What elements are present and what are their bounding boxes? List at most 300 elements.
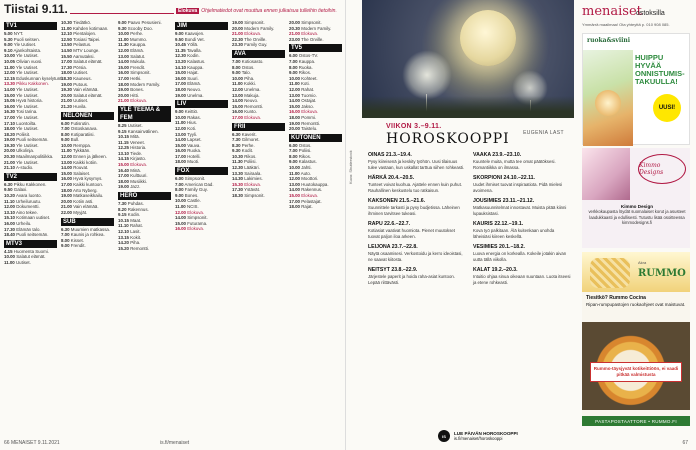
program-time: 13.00 — [61, 159, 72, 165]
program-title: Yle Uutiset. — [16, 92, 39, 98]
program-title: The Orville. — [301, 36, 324, 42]
ad-sticker: Rummo-täysjyvät kotikeittiöön, ei vaadi pitkää valmistusta — [590, 362, 682, 382]
program-time: 6.30 — [61, 226, 70, 232]
program-time: 13.00 — [232, 92, 243, 98]
program-title: Frendit. — [130, 64, 146, 70]
program-title: Bones. — [130, 87, 144, 93]
program-title: Kirjasto. — [130, 156, 147, 162]
program-title: Mummo. — [129, 36, 148, 42]
program-title: Rahat. — [301, 86, 315, 92]
program-time: 14.00 — [289, 98, 300, 104]
signs-column-left — [368, 152, 467, 426]
program-title: Myyjät. — [73, 210, 88, 215]
author: EUGENIA LAST — [523, 130, 564, 136]
grass — [362, 96, 574, 118]
program-title: Family Guy. — [184, 187, 208, 193]
horoscope-sign — [473, 267, 572, 285]
program-time: 8.20 — [118, 206, 127, 212]
program-title: Kohteet. — [301, 75, 318, 81]
program-listing — [289, 37, 342, 43]
program-time: 15.00 — [175, 220, 186, 226]
program-title: Huvila. — [73, 103, 87, 109]
program-title: Neuvo. — [187, 86, 202, 92]
program-title: Huutokauppa. — [301, 181, 329, 187]
horoscope-signs — [368, 152, 572, 426]
program-time: 10.00 — [175, 198, 186, 204]
program-title: Pommi. — [301, 114, 317, 120]
program-title: Olivian vuosi. — [16, 58, 43, 64]
program-time: 11.00 — [232, 81, 243, 87]
program-title: Galaxi. — [13, 187, 28, 193]
program-title: Kulttuuri. — [130, 173, 148, 179]
program-title: Elokuva. — [244, 31, 262, 37]
program-title: Pelastus. — [73, 42, 92, 48]
program-title: MTV Lounge. — [73, 47, 100, 53]
program-title: Avara luonto. — [15, 193, 42, 199]
program-time: 10.00 — [4, 254, 15, 260]
program-time: 6.00 — [289, 53, 298, 59]
program-title: Lääkäri. — [244, 165, 260, 171]
sign-text: Luova energia on korkealla. Kokeile jotakin aivan uutta tällä viikolla. — [473, 251, 567, 262]
program-time: 11.00 — [118, 36, 129, 42]
program-title: Elokuva. — [301, 31, 319, 37]
ad-headline-bold: Tiesitkö? Rummo Cocina — [586, 295, 646, 301]
horoscope-cta[interactable] — [438, 430, 518, 442]
movie-legend-pill: Elokuva — [178, 8, 198, 14]
sign-name: RAPU 22.6.–22.7. — [368, 221, 411, 227]
program-time: 11.00 — [61, 25, 72, 31]
program-title: Makuja. — [244, 92, 260, 98]
program-time: 16.00 — [175, 226, 186, 232]
program-time: 11.15 — [118, 139, 129, 145]
ad-logo: ruoka&sviini — [587, 37, 631, 44]
program-title: Tykkään. — [72, 148, 91, 154]
program-title: Huomenta Suomi. — [13, 248, 49, 254]
program-time: 9.00 — [289, 159, 298, 165]
program-time: 17.00 — [61, 182, 72, 188]
sign-name: LEIJONA 23.7.–22.8. — [368, 244, 418, 250]
program-title: Tyyli. — [187, 131, 198, 137]
program-time: 21.00 — [289, 31, 300, 37]
program-title: Futurama. — [187, 220, 208, 226]
program-title: Uutiset. — [15, 259, 31, 265]
program-time: 20.00 — [61, 92, 72, 98]
program-time: 9.30 — [232, 148, 241, 154]
ad-card-rummo[interactable] — [582, 252, 690, 426]
channel-header: NELONEN — [61, 112, 114, 120]
program-title: Kotiin asti. — [73, 198, 94, 204]
program-listing — [118, 246, 171, 252]
program-time: 16.40 — [118, 167, 129, 173]
sign-text: Suunnittele tarkasti ja pysy budjetissa. Läheinen ihminen tarvitsee tukeasi. — [368, 205, 460, 216]
program-time: 14.20 — [118, 240, 129, 246]
program-time: 10.00 — [4, 53, 15, 59]
program-title: Poliisi. — [243, 159, 257, 165]
program-time: 11.30 — [118, 42, 129, 48]
program-time: 17.00 — [289, 198, 300, 204]
channel-header: JIM — [175, 22, 228, 30]
program-time: 9.00 — [175, 192, 184, 198]
program-time: 12.15 — [4, 75, 15, 81]
program-time: 18.30 — [232, 193, 243, 199]
sign-name: SKORPIONI 24.10.–22.11. — [473, 175, 535, 181]
program-time: 15.00 — [4, 92, 15, 98]
channel-header: KUTONEN — [289, 134, 342, 142]
program-title: Arto Nyberg. — [72, 187, 98, 193]
program-title: Ystävät. — [244, 187, 261, 193]
sign-text: Intuitio ohjaa sinua oikeaan suuntaan. Luota itseesi ja etene rohkeasti. — [473, 274, 571, 285]
program-time: 18.00 — [4, 126, 15, 132]
program-title: Pelastajat. — [301, 198, 322, 204]
program-title: Remontti. — [244, 103, 264, 109]
program-time: 20.00 — [4, 148, 15, 154]
program-title: Kisset. — [70, 237, 84, 243]
program-title: Elokuva. — [301, 193, 319, 199]
program-title: Ostos. — [241, 64, 255, 70]
program-time: 14.00 — [118, 59, 129, 65]
program-time: 8.00 — [175, 187, 184, 193]
program-time: 14.00 — [175, 137, 186, 143]
program-title: Kodit. — [241, 148, 254, 154]
program-time: 18.00 — [61, 187, 72, 193]
program-title: Keittiö. — [184, 109, 199, 115]
program-time: 11.10 — [4, 198, 15, 204]
program-time: 11.00 — [175, 204, 186, 210]
channel-header: TV2 — [4, 173, 57, 181]
program-title: Suuri. — [187, 75, 199, 81]
program-time: 10.00 — [289, 165, 300, 171]
program-time: 16.00 — [232, 109, 243, 115]
program-listing — [61, 243, 114, 249]
program-listing — [4, 232, 57, 238]
program-time: 12.30 — [232, 165, 243, 171]
program-title: Rakennus. — [301, 187, 323, 193]
program-title: Tavalla. — [186, 47, 202, 53]
tv-column — [61, 20, 114, 430]
program-title: Bull. — [70, 137, 80, 143]
program-title: Salatut elämät. — [73, 92, 103, 98]
program-title: Dokumentti. — [16, 204, 40, 210]
program-title: Hetki. — [130, 75, 142, 81]
program-title: Kaikki kotiin. — [73, 159, 98, 165]
program-time: 10.20 — [4, 193, 15, 199]
program-title: Castle. — [187, 198, 201, 204]
program-title: Yöllä. — [187, 42, 199, 48]
program-time: 19.00 — [232, 20, 243, 25]
program-time: 15.30 — [232, 181, 243, 187]
channel-header: FOX — [175, 167, 228, 175]
kimmo-logo: Kimmo Designs — [638, 154, 686, 184]
photo-credit: Kuva: Shutterstock — [348, 150, 353, 184]
sign-name: KAKSONEN 21.5.–21.6. — [368, 198, 426, 204]
program-title: Rakas. — [187, 114, 201, 120]
program-time: 6.00 — [61, 120, 70, 126]
program-title: Hitti. — [130, 92, 140, 98]
program-title: Muoti. — [187, 159, 200, 165]
shop-brand-sub: ostoksilla — [636, 10, 665, 17]
program-time: 10.05 — [4, 58, 15, 64]
program-title: Elokuva. — [130, 162, 148, 168]
program-title: The Orville. — [244, 36, 267, 42]
program-title: Pikku Kakkonen. — [16, 81, 49, 87]
sign-name: HÄRKÄ 20.4.–20.5. — [368, 175, 415, 181]
program-time: 17.00 — [118, 75, 129, 81]
ad-headline: HUIPPU HYVÄÄ ONNISTUMIS-TAKUULLA! — [635, 53, 685, 86]
program-time: 8.00 — [61, 237, 70, 243]
program-time: 9.15 — [118, 128, 127, 134]
program-time: 16.00 — [289, 109, 300, 115]
program-time: 13.00 — [289, 181, 300, 187]
program-time: 11.30 — [232, 159, 243, 165]
program-time: 18.00 — [175, 86, 186, 92]
program-time: 6.00 — [289, 142, 298, 148]
program-time: 15.00 — [118, 162, 129, 168]
program-time: 12.00 — [232, 86, 243, 92]
program-time: 18.20 — [4, 131, 15, 137]
program-time: 15.00 — [175, 70, 186, 76]
program-title: Yle Uutiset. — [16, 114, 39, 120]
program-title: Kaunis ja rohkea. — [70, 232, 105, 238]
program-time: 11.35 — [175, 47, 186, 53]
program-time: 17.00 — [175, 153, 186, 159]
program-time: 18.00 — [289, 204, 300, 210]
program-title: Mukula. — [130, 59, 146, 65]
program-time: 17.30 — [4, 226, 15, 232]
program-time: 18.40 — [4, 232, 15, 238]
program-title: Rouvat. — [73, 165, 89, 171]
program-time: 19.00 — [118, 184, 129, 190]
program-title: Moottori. — [301, 176, 319, 182]
program-title: Urheilu. — [16, 221, 32, 226]
food-photo — [583, 50, 633, 146]
program-time: 11.00 — [289, 81, 300, 87]
program-listing — [232, 115, 285, 121]
program-listing — [118, 184, 171, 190]
program-time: 19.00 — [175, 92, 186, 98]
program-title: Auto. — [300, 170, 311, 176]
program-time: 7.00 — [289, 58, 298, 64]
channel-header: SUB — [61, 218, 114, 226]
program-title: Elokuva. — [130, 98, 148, 104]
program-title: Kaikki kuntoon. — [73, 182, 104, 188]
program-title: Eduskunnan kyselytunti. — [16, 75, 64, 81]
program-time: 21.10 — [4, 165, 15, 171]
program-title: Ostajat. — [301, 98, 317, 104]
program-title: Neuvo. — [244, 98, 259, 104]
channel-header: HERO — [118, 192, 171, 200]
sign-text: Uudet ihmiset tuovat inspiraatiota. Pidä mielesi avoimena. — [473, 182, 563, 193]
program-title: Ostoskanava. — [70, 126, 98, 132]
program-title: Yle Uutiset. — [15, 64, 39, 70]
program-time: 20.00 — [118, 92, 129, 98]
sign-text: Järjestele paperit ja hoida raha-asiat kuntoon. Lepää riittävästi. — [368, 274, 455, 285]
program-time: 18.00 — [118, 178, 129, 184]
program-title: Musiikki. — [130, 178, 148, 184]
tv-column — [4, 20, 64, 430]
program-time: 16.00 — [118, 70, 129, 76]
program-time: 10.00 — [61, 142, 72, 148]
program-title: Family Guy. — [244, 42, 268, 48]
program-time: 8.00 — [232, 64, 241, 70]
program-time: 9.50 — [175, 36, 184, 42]
program-time: 16.00 — [61, 176, 72, 182]
program-time: 9.00 — [61, 243, 70, 249]
program-time: 10.30 — [232, 153, 243, 159]
program-title: Kauneus. — [73, 75, 92, 81]
horoscope-column — [346, 0, 574, 450]
program-title: Lasit. — [130, 229, 141, 234]
program-title: NCIS. — [186, 204, 199, 210]
program-title: Kodin. — [127, 212, 141, 218]
program-time: 12.10 — [61, 31, 72, 37]
ad-small-label: Akra — [638, 260, 647, 265]
program-listing — [232, 42, 285, 48]
program-time: 23.00 — [289, 36, 300, 42]
sign-name: VESIMIES 20.1.–18.2. — [473, 244, 525, 250]
program-title: Tosi tarina. — [16, 109, 38, 115]
program-time: 9.15 — [118, 212, 127, 218]
program-time: 11.00 — [61, 148, 72, 154]
program-time: 20.00 — [289, 126, 300, 132]
program-time: 17.00 — [118, 173, 129, 179]
program-title: Rikos. — [244, 153, 257, 159]
program-title: Kokit. — [130, 234, 142, 240]
horoscope-sign — [473, 152, 572, 170]
tv-column — [289, 20, 342, 430]
program-time: 7.00 — [175, 181, 184, 187]
tv-column — [232, 20, 285, 430]
program-time: 8.30 — [232, 142, 241, 148]
program-title: Rajat. — [301, 204, 313, 210]
program-title: Modern Family. — [301, 25, 332, 31]
program-title: Aino tekee. — [15, 209, 38, 215]
program-listing — [175, 226, 228, 232]
program-title: Elämä. — [187, 81, 201, 87]
program-time: 16.00 — [175, 148, 186, 154]
program-time: 14.50 — [61, 47, 72, 53]
program-title: Puoli seitsemän. — [16, 137, 49, 143]
horoscope-sign — [473, 221, 572, 239]
program-time: 15.00 — [232, 103, 243, 109]
program-time: 18.00 — [175, 159, 186, 165]
program-title: Gilmoret. — [241, 137, 260, 143]
program-title: Simpsonit. — [244, 20, 265, 25]
ad-card-kimmo[interactable] — [582, 148, 690, 248]
page-footer-url[interactable]: is.fi/menaiset — [160, 440, 190, 446]
program-title: Jakso. — [301, 103, 314, 109]
legend-text: Ohjelmatiedot ovat muuttua ennen julkaisua tulleihin tietoihin. — [201, 8, 337, 14]
program-time: 17.00 — [61, 59, 72, 65]
program-title: Maat. — [130, 217, 142, 223]
program-title: Pientalojen. — [73, 31, 97, 37]
program-time: 20.30 — [289, 25, 300, 31]
program-title: Kotiparatiisi. — [70, 131, 95, 137]
sign-name: NEITSYT 23.8.–22.9. — [368, 267, 418, 273]
program-title: Yle Uutiset. — [16, 53, 39, 59]
program-title: Pörsia. — [73, 64, 87, 70]
sign-text: Kova työ palkitaan. Älä kuitenkaan unohda läheisiäsi kiireen keskellä. — [473, 228, 555, 239]
program-time: 8.00 — [289, 64, 298, 70]
program-title: Simpsonit. — [184, 176, 206, 182]
page-footer-left: 66 MENAISET 9.11.2021 — [4, 440, 60, 446]
program-title: Simpsonit. — [244, 193, 265, 199]
program-title: Uutiset. — [73, 70, 89, 76]
program-time: 14.00 — [175, 215, 186, 221]
program-time: 21.00 — [232, 31, 243, 37]
ad-card-ruokaviini[interactable] — [582, 33, 690, 145]
program-time: 21.00 — [4, 159, 15, 165]
program-time: 7.00 — [289, 148, 298, 154]
sign-text: Kuuntele muita, mutta tee omat päätöksesi. Romantiikka on ilmassa. — [473, 159, 556, 170]
program-time: 15.00 — [175, 142, 186, 148]
program-time: 17.00 — [4, 114, 15, 120]
program-time: 13.30 — [4, 81, 15, 87]
program-title: Elokuva. — [244, 114, 262, 120]
program-title: Kauppa. — [187, 64, 204, 70]
program-time: 9.00 — [175, 31, 184, 36]
program-title: Hajat. — [187, 70, 199, 76]
program-title: Salaiset. — [73, 170, 91, 176]
program-title: Frendit. — [70, 243, 86, 249]
program-title: Salatut elämät. — [73, 59, 103, 65]
program-title: Yle Uutiset. — [16, 103, 39, 109]
sign-text: Tunteet voivat kuohua. Ajattele ennen kuin puhut. Rauhallinen keskustelu tuo ratkaisun. — [368, 182, 462, 193]
program-time: 6.30 — [4, 181, 13, 187]
program-time: 13.10 — [4, 209, 15, 215]
program-time: 8.00 — [61, 131, 70, 137]
tv-listings-page — [0, 0, 346, 450]
program-time: 19.00 — [289, 120, 300, 126]
program-listing — [175, 159, 228, 165]
program-time: 21.00 — [118, 98, 129, 104]
program-time: 11.10 — [118, 223, 129, 229]
program-title: Perhe. — [130, 31, 144, 37]
program-time: 8.25 — [118, 122, 127, 128]
program-title: Pikku Kakkonen. — [13, 181, 47, 187]
program-time: 22.30 — [232, 36, 243, 42]
program-time: 15.20 — [118, 245, 129, 251]
program-title: Matkaseikkailu. — [73, 193, 104, 199]
program-time: 12.00 — [289, 86, 300, 92]
program-title: Piha. — [244, 75, 255, 81]
program-title: Kauppa. — [298, 58, 316, 64]
program-title: Rikos. — [298, 70, 311, 76]
program-time: 7.30 — [118, 201, 127, 207]
program-time: 14.10 — [175, 64, 186, 70]
program-title: Scooby Doo. — [127, 25, 153, 31]
program-time: 13.00 — [175, 131, 186, 137]
moon-photo — [362, 0, 574, 118]
horoscope-sign — [368, 175, 467, 193]
program-time: 11.00 — [4, 259, 15, 265]
program-time: 12.00 — [175, 209, 186, 215]
horoscope-sign — [473, 244, 572, 262]
program-title: Ruoka. — [298, 64, 313, 70]
program-time: 17.00 — [175, 81, 186, 87]
cta-text — [454, 431, 518, 441]
program-time: 17.00 — [232, 114, 243, 120]
ad-title: Kimmo Design — [620, 204, 654, 209]
program-time: 14.00 — [232, 98, 243, 104]
program-title: Yle Uutiset. — [16, 159, 39, 165]
program-time: 12.00 — [289, 176, 300, 182]
program-title: Poliisit. — [16, 131, 31, 137]
program-time: 23.30 — [232, 42, 243, 48]
program-title: Vain elämää. — [73, 87, 99, 93]
program-time: 9.00 — [4, 42, 13, 48]
program-time: 19.00 — [61, 193, 72, 199]
program-title: Veneet. — [129, 139, 145, 145]
